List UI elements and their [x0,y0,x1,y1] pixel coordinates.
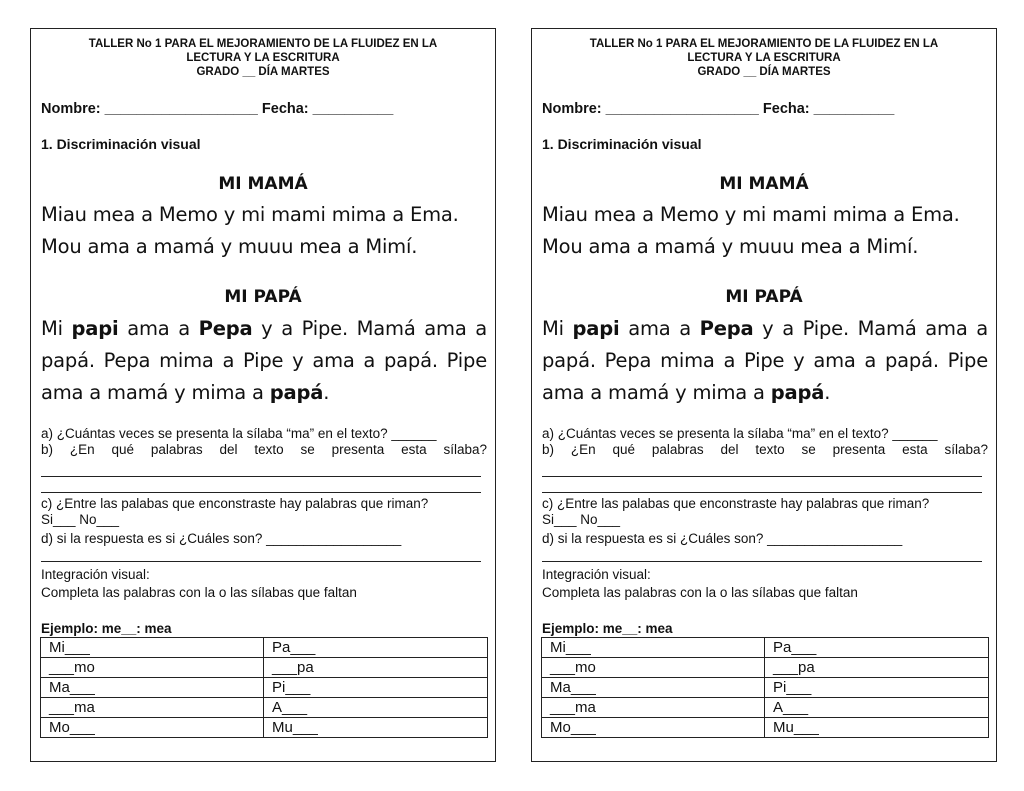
title-line-2: LECTURA Y LA ESCRITURA [687,52,841,64]
title-line-1: TALLER No 1 PARA EL MEJORAMIENTO DE LA FLUIDEZ EN LA [589,38,939,50]
story-bold-word: papi [71,317,119,340]
question-a: a) ¿Cuántas veces se presenta la sílaba “ma” en el texto? ______ [542,426,938,441]
table-cell: Ma___ [542,678,765,698]
title-line-2: LECTURA Y LA ESCRITURA [186,52,340,64]
syllable-table [541,637,989,738]
section-visual-discrimination: 1. Discriminación visual [41,136,201,152]
yes-no-answer: Si___ No___ [41,512,120,527]
question-a: a) ¿Cuántas veces se presenta la sílaba “ma” en el texto? ______ [41,426,437,441]
title-line-3: GRADO __ DÍA MARTES [196,66,330,78]
story-bold-word: Pepa [699,317,754,340]
table-cell: Pi___ [765,678,989,698]
table-cell: Mu___ [765,718,989,738]
answer-line [542,492,982,493]
name-date-line: Nombre: ___________________ Fecha: __________ [542,101,895,117]
table-cell: Ma___ [41,678,264,698]
story-segment: y a Pipe. Mamá ama a papá. Pepa mima a Pipe y ama a papá. Pipe ama a mamá y mima a [542,317,989,404]
section-visual-discrimination: 1. Discriminación visual [542,136,702,152]
story-segment: ama a [619,317,700,340]
table-row [542,638,989,658]
story-segment: . [824,381,831,404]
table-row [41,698,488,718]
story-heading-papa: MI PAPÁ [725,287,803,307]
table-cell: Pi___ [264,678,488,698]
worksheet-left [30,28,496,762]
name-date-line: Nombre: ___________________ Fecha: __________ [41,101,394,117]
question-b: b) ¿En qué palabras del texto se presenta esta sílaba? [41,442,487,457]
title-line-3: GRADO __ DÍA MARTES [697,66,831,78]
table-row [542,658,989,678]
question-d: d) si la respuesta es si ¿Cuáles son? __________________ [542,531,903,546]
table-cell: ___pa [264,658,488,678]
story-bold-word: Pepa [198,317,253,340]
story-text-mama: Miau mea a Memo y mi mami mima a Ema. Mou ama a mamá y muuu mea a Mimí. [41,203,459,258]
story-bold-word: papá [770,381,825,404]
story-heading-papa: MI PAPÁ [224,287,302,307]
story-bold-word: papá [269,381,324,404]
story-segment: . [323,381,330,404]
table-row [41,658,488,678]
answer-line [542,476,982,477]
title-line-1: TALLER No 1 PARA EL MEJORAMIENTO DE LA FLUIDEZ EN LA [88,38,438,50]
example-line: Ejemplo: me__: mea [41,621,172,636]
story-text-mama: Miau mea a Memo y mi mami mima a Ema. Mou ama a mamá y muuu mea a Mimí. [542,203,960,258]
table-cell: ___mo [542,658,765,678]
answer-line [41,561,481,562]
question-c: c) ¿Entre las palabas que enconstraste hay palabras que riman? [41,496,429,511]
integration-title: Integración visual: [41,567,150,582]
table-cell: Mo___ [41,718,264,738]
syllable-table [40,637,488,738]
table-cell: Pa___ [264,638,488,658]
answer-line [542,561,982,562]
table-row [542,698,989,718]
integration-instructions: Completa las palabras con la o las sílabas que faltan [542,585,858,600]
table-cell: Mu___ [264,718,488,738]
answer-line [41,476,481,477]
worksheet-title [31,37,495,79]
table-row [41,678,488,698]
question-b: b) ¿En qué palabras del texto se presenta esta sílaba? [542,442,988,457]
table-row [542,718,989,738]
table-row [41,638,488,658]
story-heading-mama: MI MAMÁ [218,174,308,194]
story-segment: y a Pipe. Mamá ama a papá. Pepa mima a Pipe y ama a papá. Pipe ama a mamá y mima a [41,317,488,404]
story-bold-word: papi [572,317,620,340]
table-cell: A___ [765,698,989,718]
answer-line [41,492,481,493]
table-cell: Pa___ [765,638,989,658]
story-text-papa [542,313,988,409]
table-cell: ___ma [41,698,264,718]
table-cell: ___pa [765,658,989,678]
story-segment: ama a [118,317,199,340]
integration-instructions: Completa las palabras con la o las sílabas que faltan [41,585,357,600]
table-cell: ___ma [542,698,765,718]
table-cell: ___mo [41,658,264,678]
table-cell: A___ [264,698,488,718]
table-cell: Mi___ [41,638,264,658]
integration-title: Integración visual: [542,567,651,582]
story-segment: Mi [41,317,72,340]
story-text-papa [41,313,487,409]
table-cell: Mo___ [542,718,765,738]
story-heading-mama: MI MAMÁ [719,174,809,194]
question-d: d) si la respuesta es si ¿Cuáles son? __________________ [41,531,402,546]
table-row [542,678,989,698]
story-segment: Mi [542,317,573,340]
question-c: c) ¿Entre las palabas que enconstraste hay palabras que riman? [542,496,930,511]
worksheet-right [531,28,997,762]
example-line: Ejemplo: me__: mea [542,621,673,636]
table-row [41,718,488,738]
table-cell: Mi___ [542,638,765,658]
worksheet-title [532,37,996,79]
yes-no-answer: Si___ No___ [542,512,621,527]
